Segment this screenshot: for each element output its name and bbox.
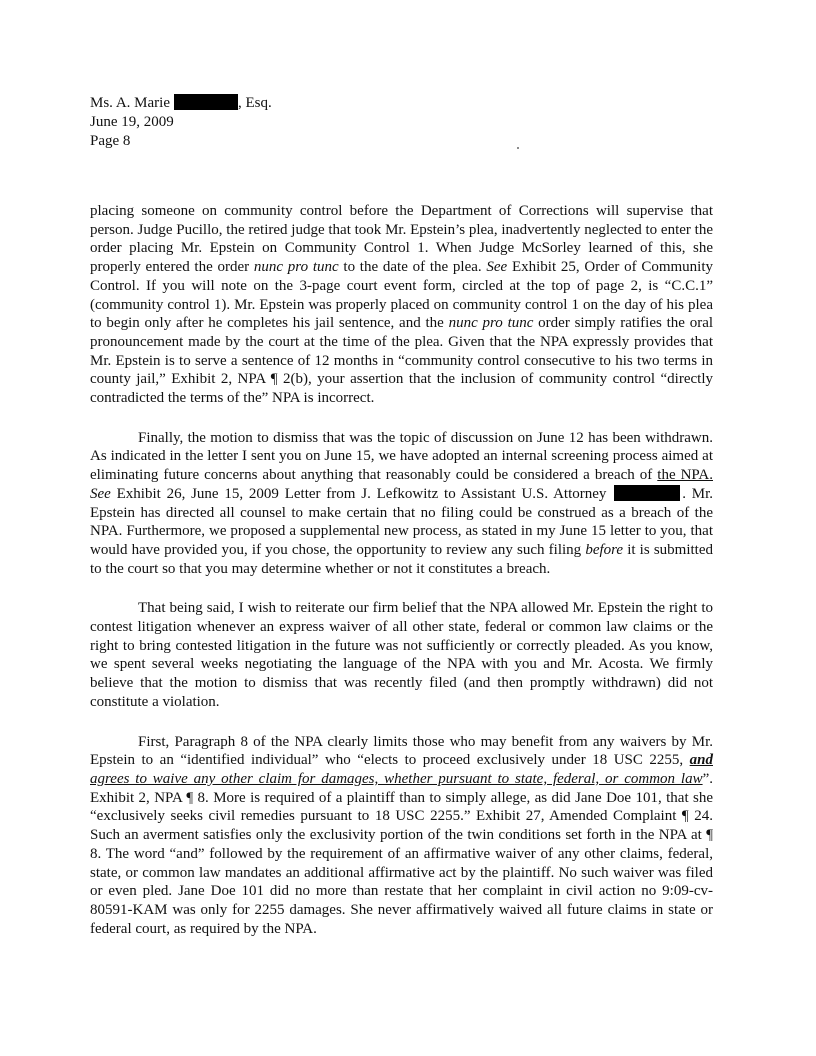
recipient-name: Ms. A. Marie <box>90 95 170 111</box>
letter-header <box>90 94 272 151</box>
redaction-box <box>614 485 680 501</box>
paragraph-firm-belief: That being said, I wish to reiterate our firm belief that the NPA allowed Mr. Epstein the right to contest litigation whenever an express waiver of all other state, federal or common law claims or the right to bring contested litigation in the future was not sufficiently or correctly pleaded. As you know, we spent several weeks negotiating the language of the NPA with you and Mr. Acosta. We firmly believe that the motion to dismiss that was recently filed (and then promptly withdrawn) did not constitute a violation. <box>90 600 713 710</box>
recipient-suffix: , Esq. <box>238 95 272 111</box>
scan-speck <box>517 147 519 149</box>
paragraph-first-argument: First, Paragraph 8 of the NPA clearly limits those who may benefit from any waivers by Mr. Epstein to an “identified individual” who “elects to proceed exclusively under 18 USC 2255, and agrees to waive any other claim for damages, whether pursuant to state, federal, or common law”. Exhibit 2, NPA ¶ 8. More is required of a plaintiff than to simply allege, as did Jane Doe 101, that she “exclusively seeks civil remedies pursuant to 18 USC 2255.” Exhibit 27, Amended Complaint ¶ 24. Such an averment satisfies only the exclusivity portion of the twin conditions set forth in the NPA at ¶ 8. The word “and” followed by the requirement of an affirmative waiver of any other claims, federal, state, or common law mandates an additional affirmative act by the plaintiff. No such waiver was filed or even pled. Jane Doe 101 did no more than restate that her complaint in civil action no 9:09-cv-80591-KAM was only for 2255 damages. She never affirmatively waived all future claims in state or federal court, as required by the NPA. <box>90 733 713 937</box>
recipient-line <box>90 94 272 113</box>
letter-date: June 19, 2009 <box>90 114 174 130</box>
letter-body <box>90 202 713 959</box>
paragraph-motion-withdrawn: Finally, the motion to dismiss that was the topic of discussion on June 12 has been withdrawn. As indicated in the letter I sent you on June 15, we have adopted an internal screening process aimed at eliminating future concerns about anything that reasonably could be considered a breach of the NPA. See Exhibit 26, June 15, 2009 Letter from J. Lefkowitz to Assistant U.S. Attorney . Mr. Epstein has directed all counsel to make certain that no filing could be construed as a breach of the NPA. Furthermore, we proposed a supplemental new process, as stated in my June 15 letter to you, that would have provided you, if you chose, the opportunity to review any such filing before it is submitted to the court so that you may determine whether or not it constitutes a breach. <box>90 429 713 577</box>
page-number: Page 8 <box>90 133 131 149</box>
paragraph-community-control: placing someone on community control before the Department of Corrections will supervise that person. Judge Pucillo, the retired judge that took Mr. Epstein’s plea, inadvertently neglected to enter the order placing Mr. Epstein on Community Control 1. When Judge McSorley learned of this, she properly entered the order nunc pro tunc to the date of the plea. See Exhibit 25, Order of Community Control. If you will note on the 3-page court event form, circled at the top of page 2, is “C.C.1” (community control 1). Mr. Epstein was properly placed on community control 1 on the day of his plea to begin only after he completes his jail sentence, and the nunc pro tunc order simply ratifies the oral pronouncement made by the court at the time of the plea. Given that the NPA expressly provides that Mr. Epstein is to serve a sentence of 12 months in “community control consecutive to his two terms in county jail,” Exhibit 2, NPA ¶ 2(b), your assertion that the inclusion of community control “directly contradicted the terms of the” NPA is incorrect. <box>90 203 714 407</box>
redaction-box <box>174 94 238 110</box>
